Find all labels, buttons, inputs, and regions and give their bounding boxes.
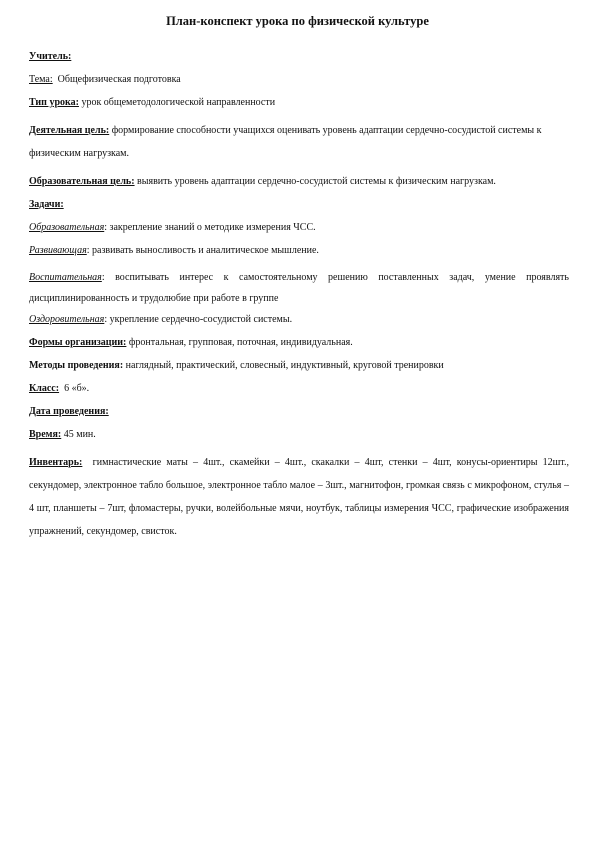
class-line bbox=[29, 382, 569, 396]
teacher-label: Учитель: bbox=[29, 51, 72, 62]
edu-goal-value: выявить уровень адаптации сердечно-сосудистой системы к физическим нагрузкам. bbox=[137, 176, 496, 187]
tasks-heading bbox=[29, 198, 569, 212]
time-value: 45 мин. bbox=[63, 429, 96, 440]
activity-goal-line bbox=[29, 119, 569, 165]
task-item-label: Воспитательная bbox=[29, 272, 102, 283]
topic-label: Тема: bbox=[29, 74, 53, 85]
inventory-label: Инвентарь: bbox=[29, 457, 83, 468]
topic-line bbox=[29, 73, 569, 87]
task-item bbox=[29, 267, 569, 309]
edu-goal-label: Образовательная цель: bbox=[29, 176, 135, 187]
date-label: Дата проведения: bbox=[29, 406, 109, 417]
date-line bbox=[29, 405, 569, 419]
page-title: План-конспект урока по физической культуре bbox=[166, 14, 429, 28]
time-label: Время: bbox=[29, 429, 62, 440]
class-value: 6 «б». bbox=[64, 383, 90, 394]
tasks-label: Задачи: bbox=[29, 199, 64, 210]
time-line bbox=[29, 428, 569, 442]
methods-label: Методы проведения: bbox=[29, 360, 124, 371]
org-forms-value: фронтальная, групповая, поточная, индивидуальная. bbox=[128, 337, 353, 348]
org-forms-label: Формы организации: bbox=[29, 337, 127, 348]
methods-value: наглядный, практический, словесный, индуктивный, круговой тренировки bbox=[125, 360, 444, 371]
activity-goal-label: Деятельная цель: bbox=[29, 125, 110, 136]
teacher-line bbox=[29, 50, 569, 64]
edu-goal-line bbox=[29, 170, 569, 193]
task-item bbox=[29, 244, 569, 258]
task-item bbox=[29, 221, 569, 235]
document-body bbox=[29, 50, 569, 548]
task-item-label: Развивающая bbox=[29, 245, 87, 256]
lesson-type-value: урок общеметодологической направленности bbox=[81, 97, 276, 108]
lesson-type-label: Тип урока: bbox=[29, 97, 79, 108]
inventory-line bbox=[29, 451, 569, 543]
org-forms-line bbox=[29, 336, 569, 350]
task-item-value: : развивать выносливость и аналитическое мышление. bbox=[86, 245, 319, 256]
lesson-type-line bbox=[29, 96, 569, 110]
task-item-value: : укрепление сердечно-сосудистой системы. bbox=[104, 314, 293, 325]
task-item-value: : закрепление знаний о методике измерения ЧСС. bbox=[104, 222, 316, 233]
inventory-value: гимнастические маты – 4шт., скамейки – 4шт., скакалки – 4шт, стенки – 4шт, конусы-ориентиры 12шт., секундомер, электронное табло большое, электронное табло малое – 3шт., магнитофон, громкая связь с микрофоном, стулья – 4 шт, планшеты – 7шт, фломастеры, ручки, волейбольные мячи, ноутбук, таблицы измерения ЧСС, графические изображения упражнений, секундомер, свисток. bbox=[29, 457, 569, 537]
task-item-value: : воспитывать интерес к самостоятельному решению поставленных задач, умение проявлять дисциплинированность и трудолюбие при работе в группе bbox=[29, 272, 569, 304]
activity-goal-value: формирование способности учащихся оценивать уровень адаптации сердечно-сосудистой системы к физическим нагрузкам. bbox=[29, 125, 542, 159]
task-item-label: Образовательная bbox=[29, 222, 105, 233]
topic-value: Общефизическая подготовка bbox=[57, 74, 181, 85]
class-label: Класс: bbox=[29, 383, 60, 394]
task-item-label: Оздоровительная bbox=[29, 314, 105, 325]
task-item bbox=[29, 313, 569, 327]
methods-line bbox=[29, 359, 569, 373]
